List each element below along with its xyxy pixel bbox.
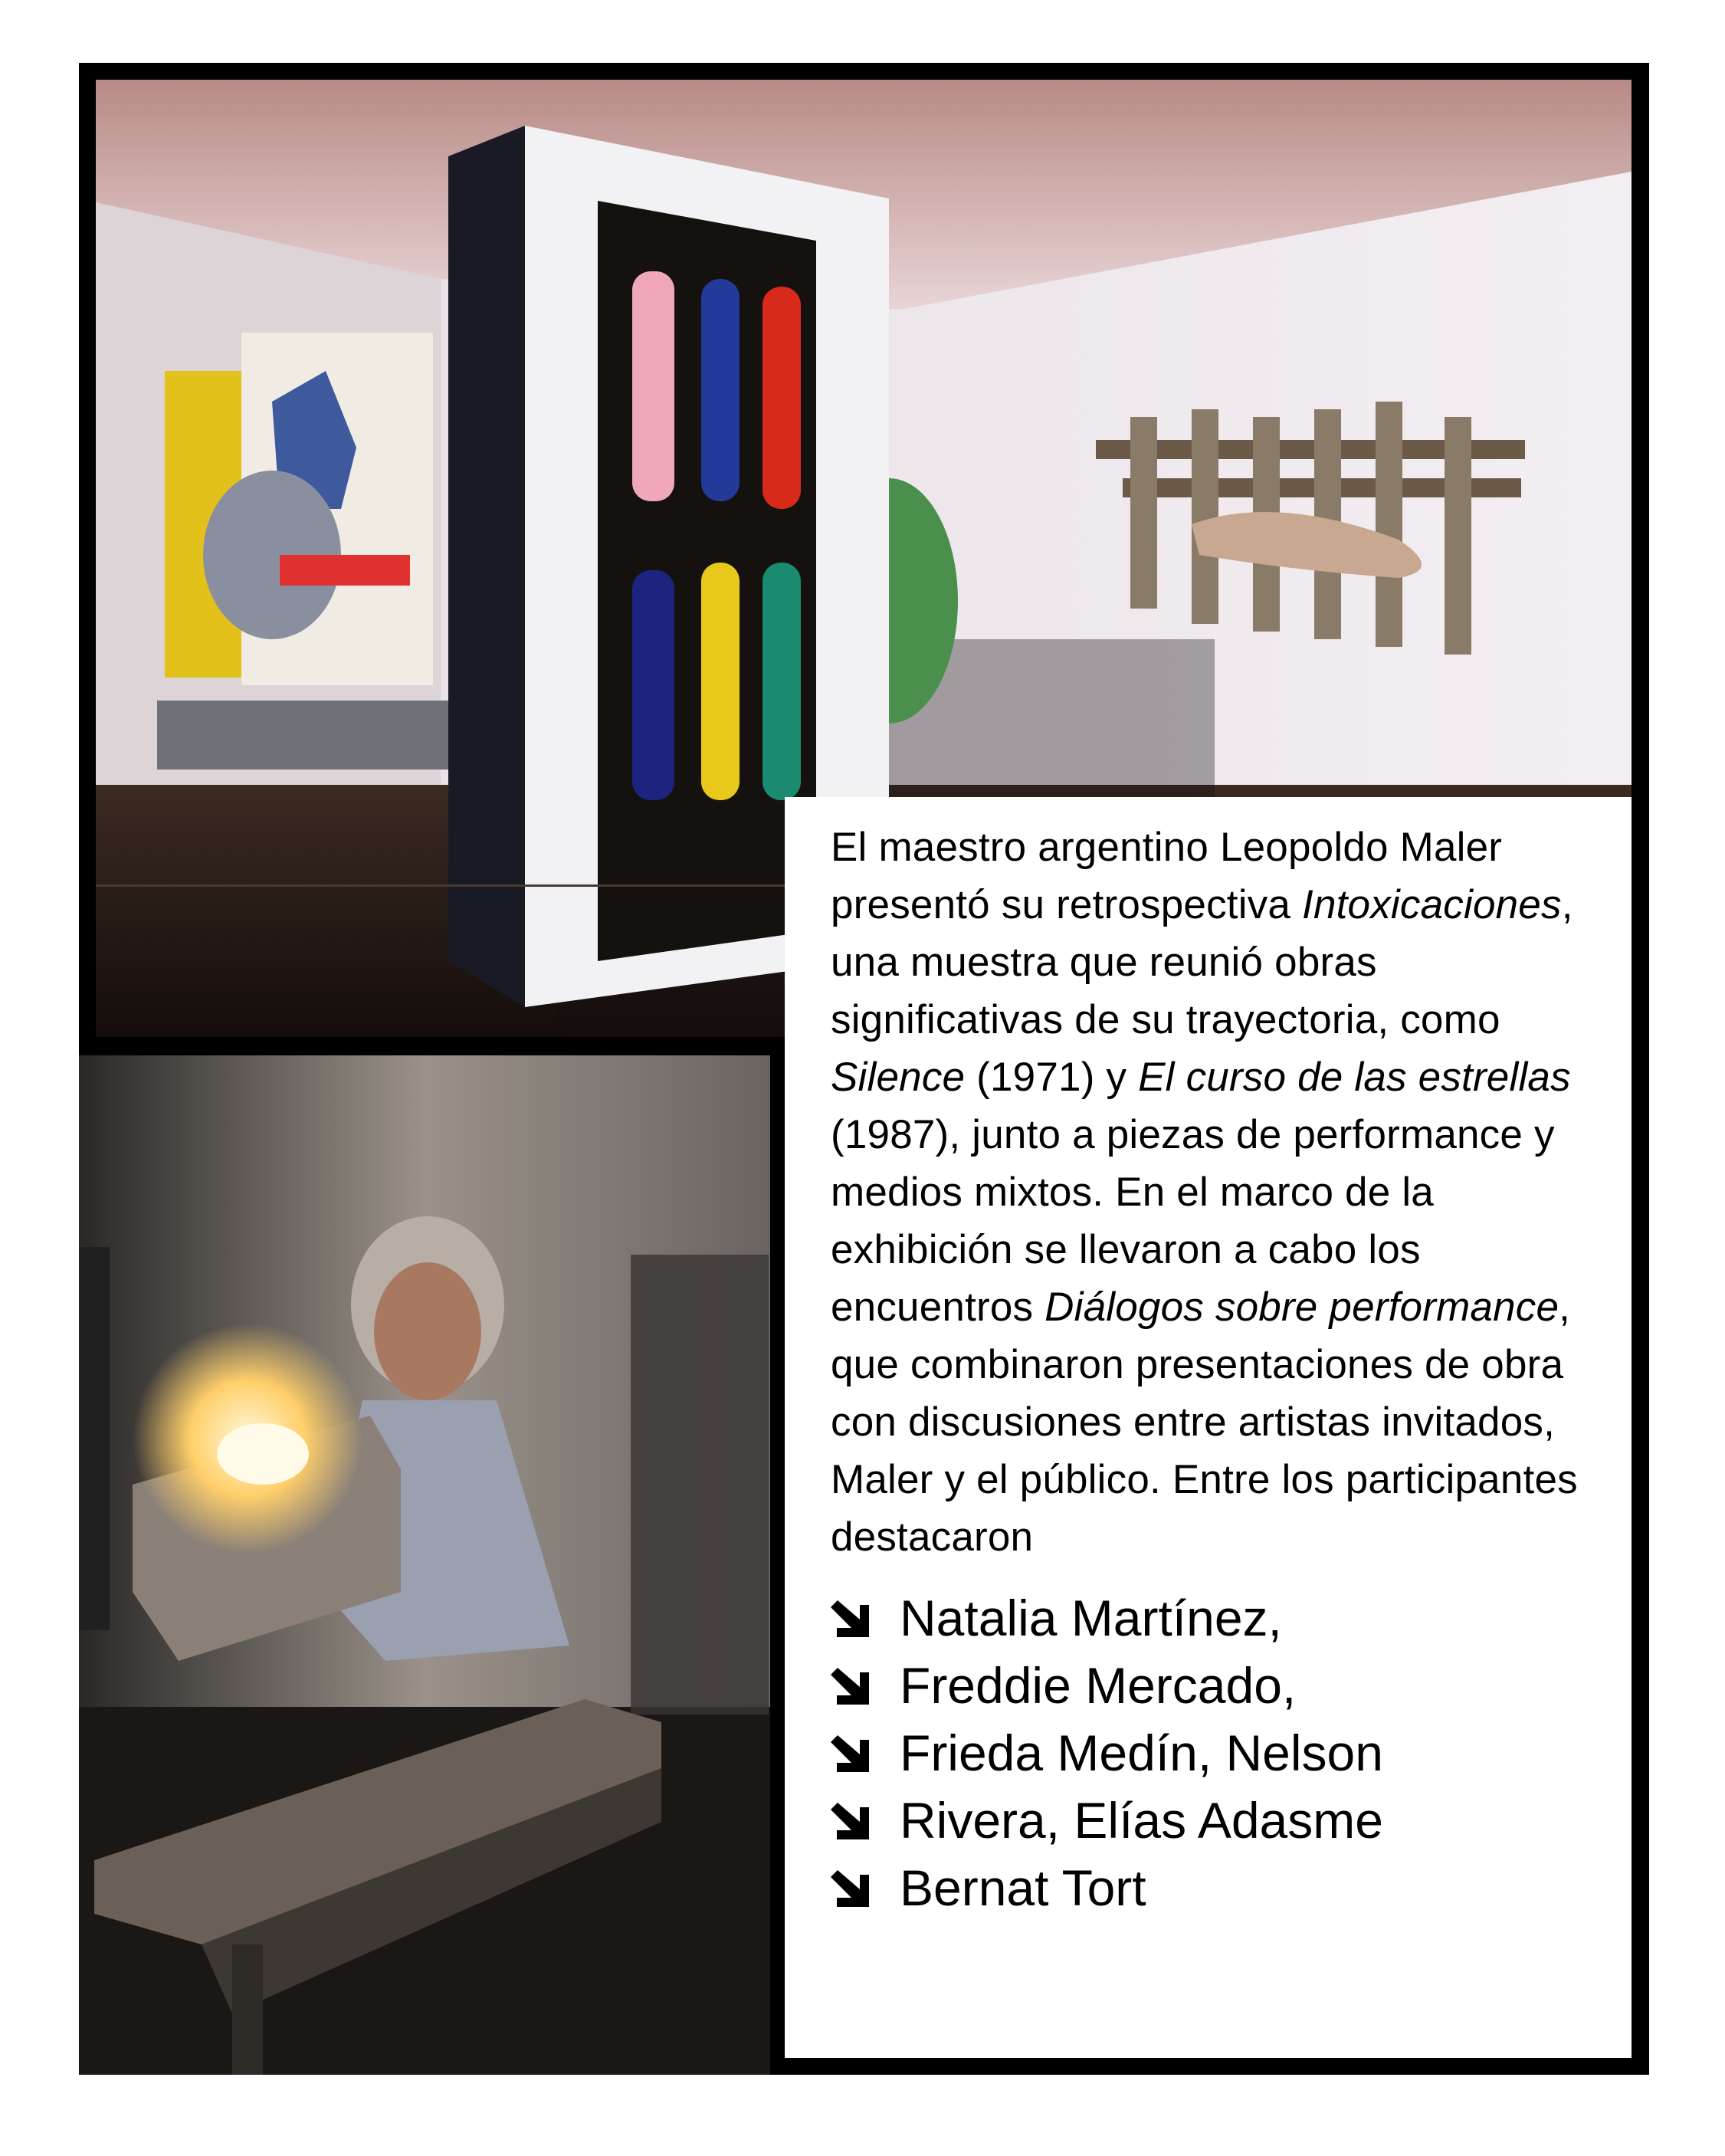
list-item bbox=[831, 1787, 1601, 1854]
description-text-3: (1971) y bbox=[965, 1055, 1139, 1100]
description-text-1: El maestro argentino Leopoldo Maler presentó su retrospectiva bbox=[831, 825, 1503, 927]
arrow-down-right-icon bbox=[831, 1869, 869, 1907]
title-intoxicaciones: Intoxicaciones bbox=[1302, 882, 1562, 927]
participant-name: Frieda Medín, Nelson bbox=[900, 1724, 1383, 1781]
description-text-4: (1987), junto a piezas de performance y medios mixtos. En el marco de la exhibición se llevaron a cabo los encuentros bbox=[831, 1112, 1555, 1330]
arrow-down-right-icon bbox=[831, 1734, 869, 1772]
artist-photo-illustration bbox=[79, 1055, 770, 2075]
participant-name: Natalia Martínez, bbox=[900, 1590, 1282, 1646]
title-dialogos: Diálogos sobre performance bbox=[1045, 1285, 1559, 1330]
title-silence: Silence bbox=[831, 1055, 966, 1100]
list-item bbox=[831, 1719, 1601, 1787]
description-text-5: , que combinaron presentaciones de obra con discusiones entre artistas invitados, Maler y el público. Entre los participantes destacaron bbox=[831, 1285, 1578, 1560]
arrow-down-right-icon bbox=[831, 1599, 869, 1637]
participant-name: Bernat Tort bbox=[900, 1859, 1146, 1916]
arrow-down-right-icon bbox=[831, 1801, 869, 1839]
list-item bbox=[831, 1584, 1601, 1652]
caption-panel bbox=[785, 797, 1632, 2058]
participants-list bbox=[831, 1584, 1601, 1921]
title-el-curso: El curso de las estrellas bbox=[1138, 1055, 1571, 1100]
participant-name: Freddie Mercado, bbox=[900, 1657, 1297, 1714]
exhibition-description bbox=[831, 819, 1601, 1566]
description-text-2: , una muestra que reunió obras significativas de su trayectoria, como bbox=[831, 882, 1573, 1042]
participant-name: Rivera, Elías Adasme bbox=[900, 1792, 1383, 1849]
list-item bbox=[831, 1854, 1601, 1921]
artist-typewriter-photo bbox=[79, 1055, 770, 2075]
arrow-down-right-icon bbox=[831, 1666, 869, 1705]
list-item bbox=[831, 1652, 1601, 1719]
